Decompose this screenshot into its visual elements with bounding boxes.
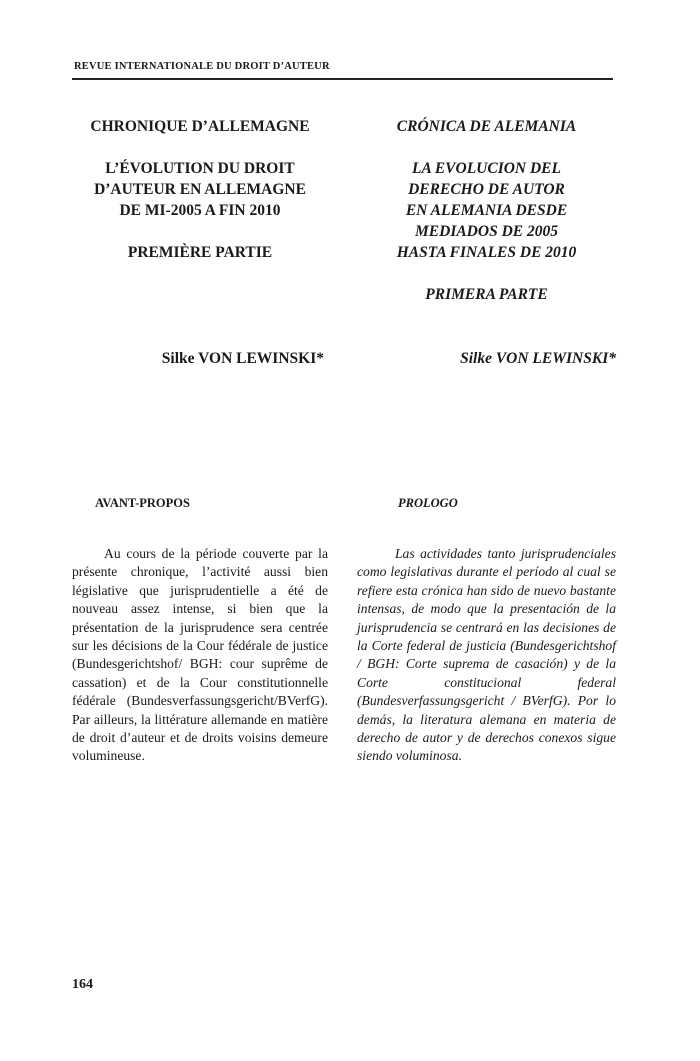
- spanish-title-line: EN ALEMANIA DESDE: [405, 202, 568, 219]
- spanish-title-block: [357, 116, 616, 305]
- french-title-line: DE MI-2005 A FIN 2010: [119, 202, 281, 219]
- french-section-heading: AVANT-PROPOS: [95, 496, 190, 510]
- french-body-paragraph: Au cours de la période couverte par la présente chronique, l’activité aussi bien législative que jurisprudentielle a été de nouveau assez intense, si bien que la présentation de la jurisprudence sera centrée sur les décisions de la Cour fédérale de justice (Bundesgerichtshof/ BGH: cour suprême de cassation) et de la Cour constitutionnelle fédérale (Bundesverfassungsgericht/BVerfG). Par ailleurs, la littérature allemande en matière de droit d’auteur et de droits voisins demeure volumineuse.: [72, 546, 328, 764]
- french-title-line: D’AUTEUR EN ALLEMAGNE: [94, 181, 306, 198]
- french-title-block: [72, 116, 328, 263]
- spanish-author: Silke VON LEWINSKI*: [460, 350, 616, 367]
- french-title-line: PREMIÈRE PARTIE: [127, 244, 273, 261]
- spanish-title-line: PRIMERA PARTE: [425, 286, 548, 303]
- spanish-title-line: DERECHO DE AUTOR: [408, 181, 565, 198]
- header-rule: [72, 78, 613, 80]
- title-spacer: [72, 137, 328, 158]
- spanish-title-line: LA EVOLUCION DEL: [412, 160, 561, 177]
- title-spacer: [357, 263, 616, 284]
- french-author: Silke VON LEWINSKI*: [161, 350, 324, 367]
- spanish-section-heading: PROLOGO: [398, 496, 458, 510]
- title-spacer: [357, 137, 616, 158]
- title-spacer: [72, 221, 328, 242]
- spanish-body-paragraph: Las actividades tanto jurisprudenciales como legislativas durante el período al cual se refiere esta crónica han sido de nuevo bastante intensas, de modo que la presentación de la jurisprudencia se centrará en las decisiones de la Corte federal de justicia (Bundesgerichtshof / BGH: Corte suprema de casación) y de la Corte constitucional federal (Bundesverfassungsgericht / BVerfG). Por lo demás, la literatura alemana en materia de derecho de autor y de derechos conexos sigue siendo voluminosa.: [357, 546, 616, 764]
- spanish-title-line: HASTA FINALES DE 2010: [396, 244, 577, 261]
- spanish-title-line: MEDIADOS DE 2005: [415, 223, 558, 240]
- french-title-line: L’ÉVOLUTION DU DROIT: [105, 160, 295, 177]
- french-title-line: CHRONIQUE D’ALLEMAGNE: [90, 118, 310, 135]
- running-header: REVUE INTERNATIONALE DU DROIT D’AUTEUR: [74, 61, 330, 72]
- spanish-title-line: CRÓNICA DE ALEMANIA: [396, 118, 577, 135]
- page-number: 164: [72, 977, 93, 992]
